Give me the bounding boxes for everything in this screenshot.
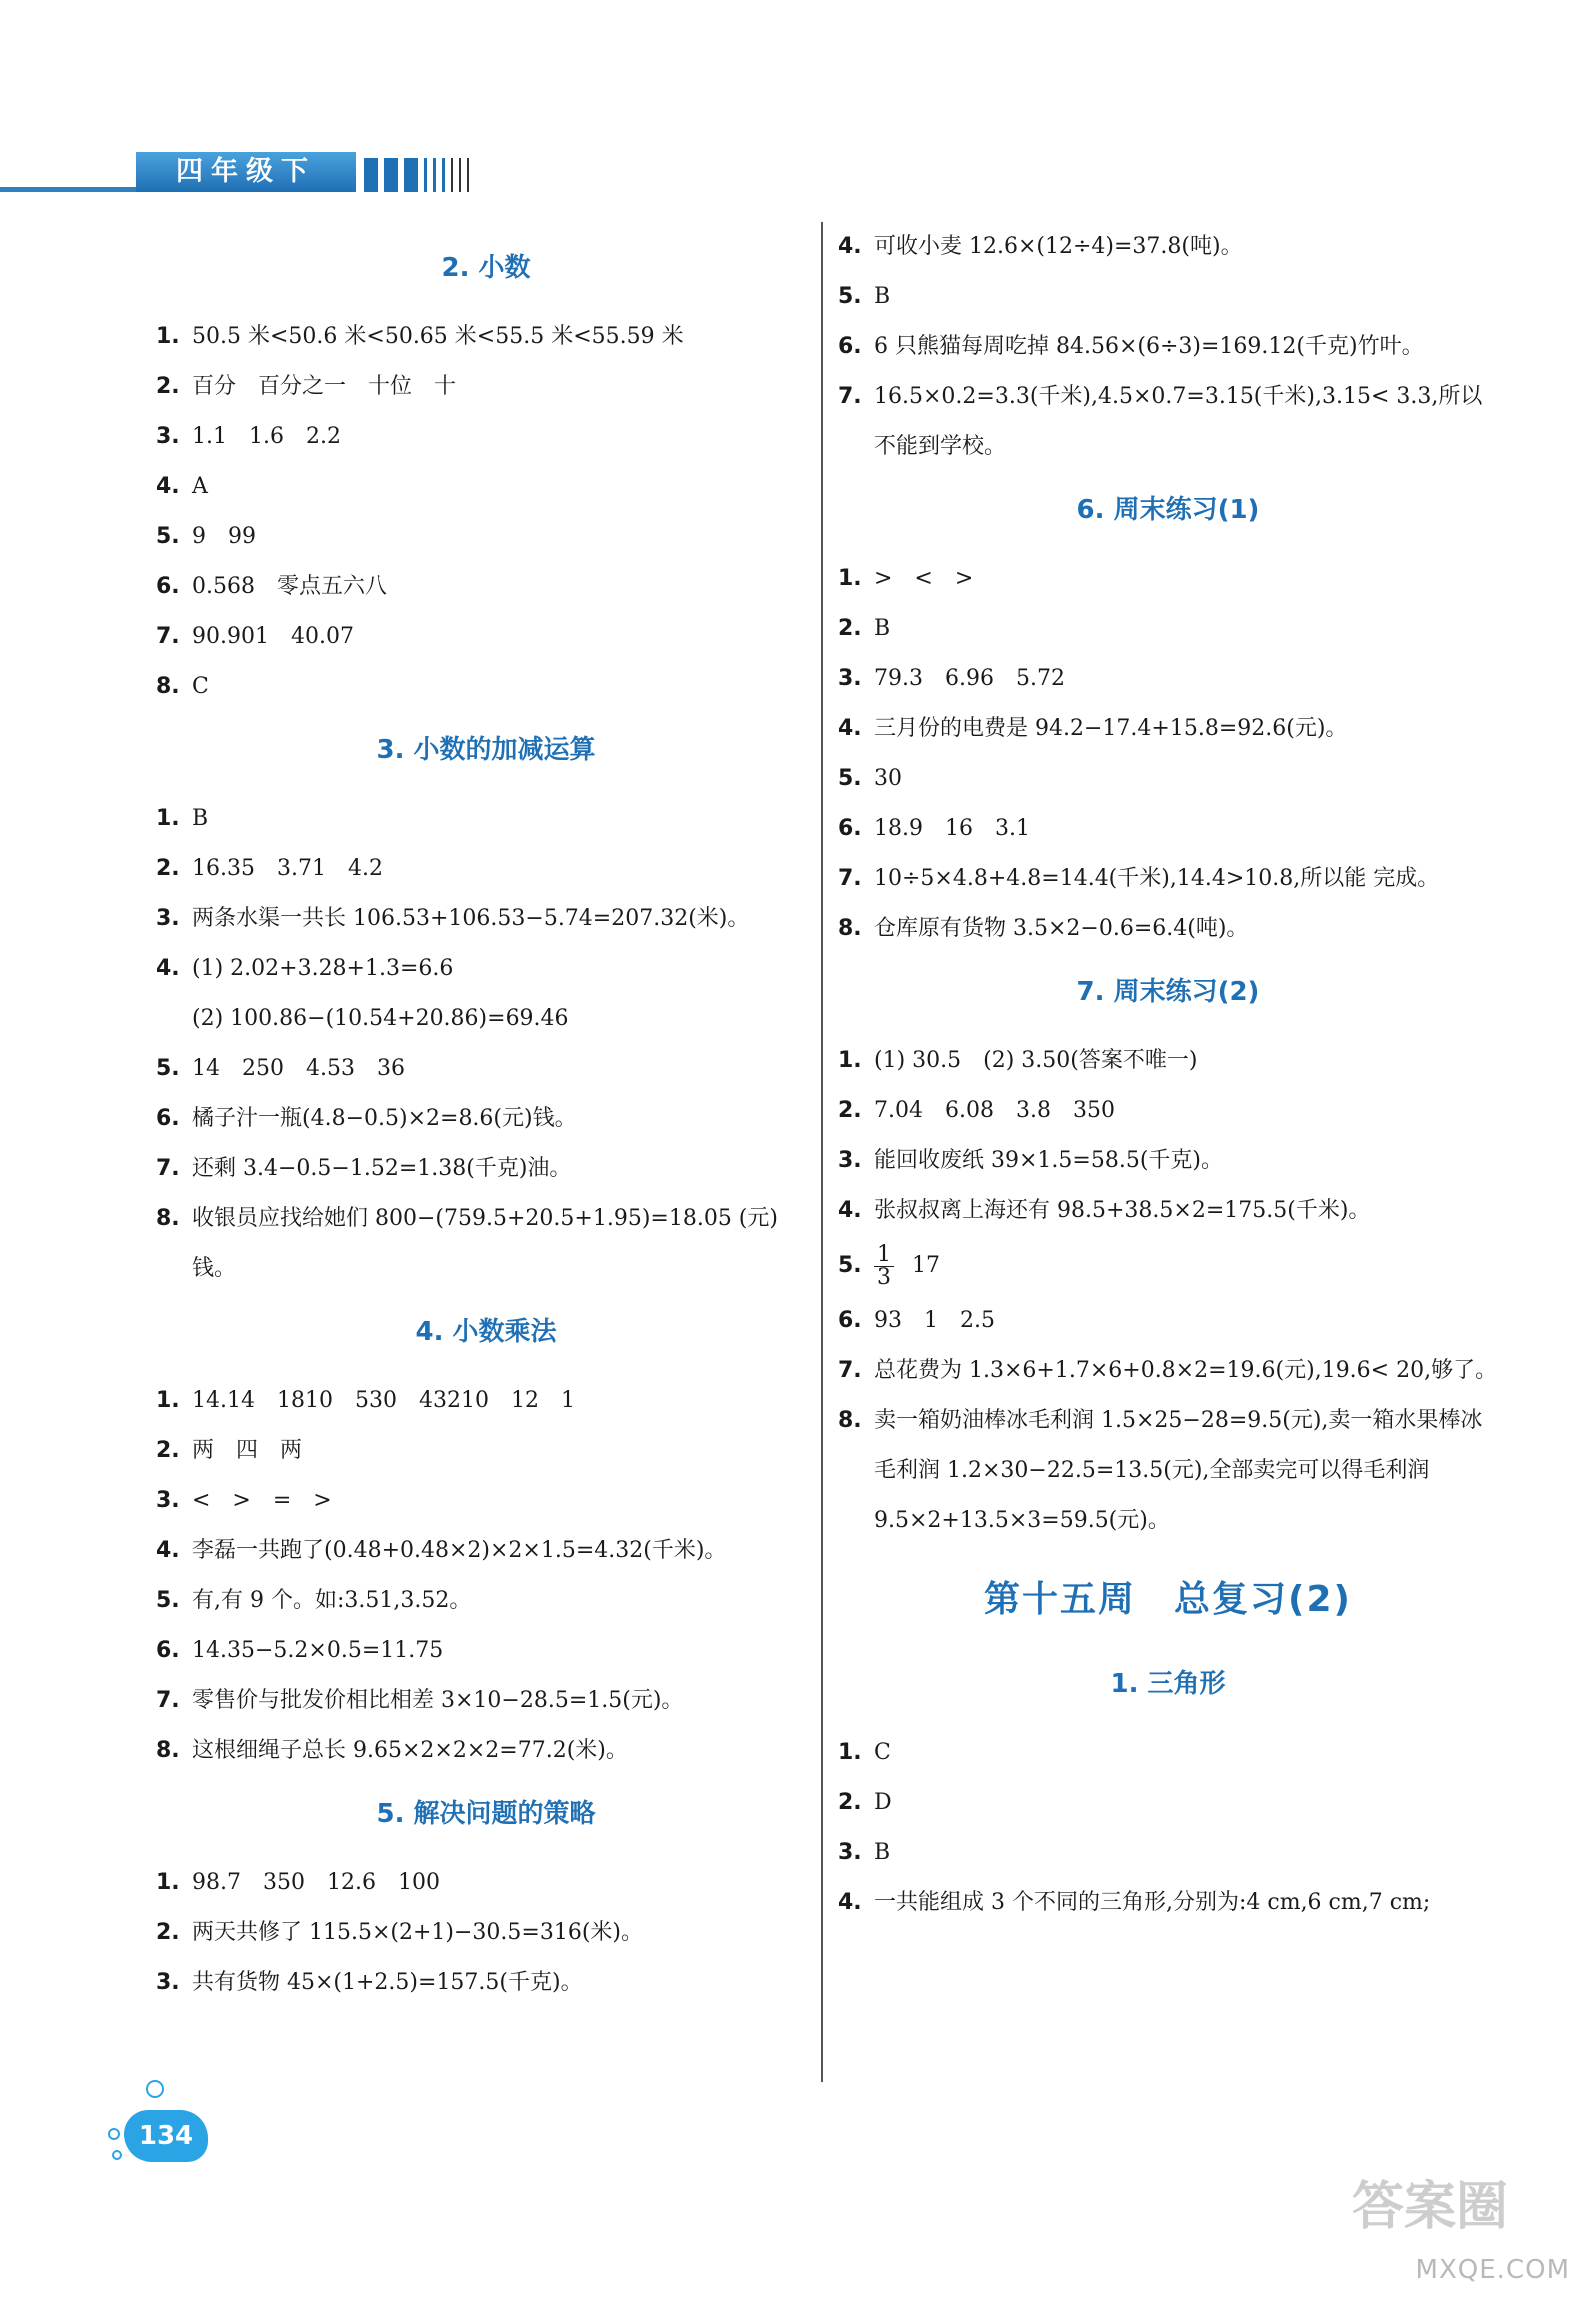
fraction-numerator: 1 xyxy=(874,1244,894,1267)
item-number: 2. xyxy=(156,1438,180,1463)
item-text: B xyxy=(874,616,891,641)
answer-item xyxy=(838,654,1498,704)
item-text: 1.1 1.6 2.2 xyxy=(192,424,341,449)
item-text: 50.5 米<50.6 米<50.65 米<55.5 米<55.59 米 xyxy=(192,324,684,349)
item-number: 7. xyxy=(156,1156,180,1181)
item-number: 5. xyxy=(838,766,862,791)
item-number: 5. xyxy=(838,284,862,309)
answer-item xyxy=(838,904,1498,954)
item-text: 收银员应找给她们 800−(759.5+20.5+1.95)=18.05 (元)钱。 xyxy=(192,1206,778,1281)
answer-item xyxy=(838,804,1498,854)
item-subline: (2) 100.86−(10.54+20.86)=69.46 xyxy=(192,1006,569,1031)
item-text: (1) 30.5 (2) 3.50(答案不唯一) xyxy=(874,1048,1198,1073)
fraction xyxy=(874,1241,894,1290)
item-number: 8. xyxy=(156,1738,180,1763)
answer-item xyxy=(156,362,816,412)
answer-item xyxy=(156,1676,816,1726)
answer-item xyxy=(838,1728,1498,1778)
item-number: 8. xyxy=(156,674,180,699)
answer-item xyxy=(156,894,816,944)
answer-item xyxy=(838,1136,1498,1186)
item-number: 6. xyxy=(156,574,180,599)
item-number: 3. xyxy=(156,424,180,449)
answer-item xyxy=(838,1346,1498,1396)
item-text: 6 只熊猫每周吃掉 84.56×(6÷3)=169.12(千克)竹叶。 xyxy=(874,334,1424,359)
section-title: 7. 周末练习(2) xyxy=(1076,977,1260,1007)
item-number: 2. xyxy=(838,1790,862,1815)
section-title: 2. 小数 xyxy=(441,253,531,283)
item-text: B xyxy=(874,1840,891,1865)
answer-item xyxy=(156,1576,816,1626)
answer-item xyxy=(838,704,1498,754)
item-text: 9 99 xyxy=(192,524,256,549)
item-number: 2. xyxy=(156,1920,180,1945)
grade-banner: 四年级下 xyxy=(136,152,356,192)
item-value: 17 xyxy=(912,1253,940,1278)
item-text: 14.35−5.2×0.5=11.75 xyxy=(192,1638,444,1663)
item-number: 1. xyxy=(156,1870,180,1895)
item-text: 0.568 零点五六八 xyxy=(192,574,387,599)
item-number: 7. xyxy=(156,624,180,649)
answer-item xyxy=(156,1908,816,1958)
item-number: 3. xyxy=(156,906,180,931)
answer-item xyxy=(838,322,1498,372)
item-text: 可收小麦 12.6×(12÷4)=37.8(吨)。 xyxy=(874,234,1243,259)
section-title: 5. 解决问题的策略 xyxy=(376,1799,596,1829)
item-text: 一共能组成 3 个不同的三角形,分别为:4 cm,6 cm,7 cm; xyxy=(874,1890,1431,1915)
answer-item xyxy=(156,794,816,844)
answer-item xyxy=(838,372,1498,472)
answer-item xyxy=(838,1036,1498,1086)
bubble-decoration xyxy=(112,2150,122,2160)
item-number: 4. xyxy=(838,234,862,259)
right-column xyxy=(838,222,1498,1928)
answer-item xyxy=(156,1726,816,1776)
answer-item xyxy=(838,1778,1498,1828)
item-number: 6. xyxy=(838,1308,862,1333)
answer-item xyxy=(838,604,1498,654)
item-number: 2. xyxy=(838,616,862,641)
section-title: 1. 三角形 xyxy=(1110,1669,1226,1699)
item-text: 还剩 3.4−0.5−1.52=1.38(千克)油。 xyxy=(192,1156,572,1181)
header-decoration xyxy=(364,158,469,192)
item-text: 共有货物 45×(1+2.5)=157.5(千克)。 xyxy=(192,1970,583,1995)
left-column xyxy=(156,230,816,2008)
answer-item xyxy=(838,754,1498,804)
item-number: 4. xyxy=(156,1538,180,1563)
item-number: 8. xyxy=(838,916,862,941)
item-number: 3. xyxy=(156,1488,180,1513)
answer-item xyxy=(838,1186,1498,1236)
answer-item xyxy=(156,844,816,894)
column-divider xyxy=(821,222,823,2082)
item-number: 5. xyxy=(156,524,180,549)
section-title: 3. 小数的加减运算 xyxy=(376,735,596,765)
answer-item xyxy=(156,312,816,362)
item-number: 5. xyxy=(156,1056,180,1081)
item-text: 79.3 6.96 5.72 xyxy=(874,666,1065,691)
item-number: 3. xyxy=(156,1970,180,1995)
item-number: 8. xyxy=(156,1206,180,1231)
section xyxy=(838,1658,1498,1928)
item-number: 6. xyxy=(156,1106,180,1131)
item-number: 5. xyxy=(838,1253,862,1278)
section xyxy=(838,484,1498,954)
item-text: 这根细绳子总长 9.65×2×2×2=77.2(米)。 xyxy=(192,1738,628,1763)
item-number: 3. xyxy=(838,1148,862,1173)
answer-item xyxy=(156,1044,816,1094)
answer-item xyxy=(838,554,1498,604)
answer-item xyxy=(156,1426,816,1476)
section xyxy=(156,1788,816,2008)
item-number: 3. xyxy=(838,666,862,691)
answer-item xyxy=(156,1476,816,1526)
answer-item xyxy=(156,562,816,612)
item-number: 1. xyxy=(838,1740,862,1765)
answer-item xyxy=(156,662,816,712)
answer-item xyxy=(156,412,816,462)
answer-item xyxy=(156,1958,816,2008)
item-number: 2. xyxy=(156,374,180,399)
section-title: 6. 周末练习(1) xyxy=(1076,495,1260,525)
answer-item xyxy=(156,1526,816,1576)
page-number: 134 xyxy=(124,2110,208,2162)
answer-item xyxy=(156,1144,816,1194)
item-text: 90.901 40.07 xyxy=(192,624,354,649)
item-text: 14.14 1810 530 43210 12 1 xyxy=(192,1388,575,1413)
item-number: 1. xyxy=(156,324,180,349)
item-text: 两 四 两 xyxy=(192,1438,303,1463)
watermark-logo: 答案圈 xyxy=(1351,2177,1508,2237)
item-text: 30 xyxy=(874,766,902,791)
item-text: < > = > xyxy=(192,1488,332,1513)
answer-item xyxy=(838,222,1498,272)
item-text: (1) 2.02+3.28+1.3=6.6 xyxy=(192,956,454,981)
item-number: 7. xyxy=(838,866,862,891)
item-text: 16.5×0.2=3.3(千米),4.5×0.7=3.15(千米),3.15< 3.3,所以不能到学校。 xyxy=(874,384,1483,459)
answer-item xyxy=(156,1194,816,1294)
answer-item xyxy=(838,1828,1498,1878)
item-number: 4. xyxy=(156,956,180,981)
section xyxy=(156,724,816,1294)
item-number: 4. xyxy=(838,716,862,741)
item-text: 仓库原有货物 3.5×2−0.6=6.4(吨)。 xyxy=(874,916,1249,941)
watermark-text: MXQE.COM xyxy=(1415,2255,1570,2285)
bubble-decoration xyxy=(108,2128,120,2140)
week-title: 第十五周 总复习(2) xyxy=(984,1579,1352,1620)
item-number: 7. xyxy=(156,1688,180,1713)
item-text: 14 250 4.53 36 xyxy=(192,1056,405,1081)
section xyxy=(156,1306,816,1776)
item-number: 8. xyxy=(838,1408,862,1433)
item-number: 2. xyxy=(838,1098,862,1123)
item-number: 4. xyxy=(156,474,180,499)
item-text: 7.04 6.08 3.8 350 xyxy=(874,1098,1115,1123)
item-text: C xyxy=(192,674,209,699)
item-text: 18.9 16 3.1 xyxy=(874,816,1030,841)
item-text xyxy=(874,1236,1498,1296)
item-text: 有,有 9 个。如:3.51,3.52。 xyxy=(192,1588,472,1613)
bubble-decoration xyxy=(146,2080,164,2098)
item-text: D xyxy=(874,1790,892,1815)
fraction-denominator: 3 xyxy=(877,1264,891,1290)
section-title: 4. 小数乘法 xyxy=(415,1317,557,1347)
item-number: 2. xyxy=(156,856,180,881)
item-number: 1. xyxy=(838,566,862,591)
answer-item xyxy=(156,462,816,512)
item-text: A xyxy=(192,474,208,499)
answer-item xyxy=(838,1878,1498,1928)
item-number: 1. xyxy=(838,1048,862,1073)
item-number: 6. xyxy=(838,334,862,359)
item-number: 7. xyxy=(838,384,862,409)
item-number: 1. xyxy=(156,806,180,831)
item-number: 7. xyxy=(838,1358,862,1383)
item-text: 93 1 2.5 xyxy=(874,1308,995,1333)
item-text: 总花费为 1.3×6+1.7×6+0.8×2=19.6(元),19.6< 20,够了。 xyxy=(874,1358,1498,1383)
item-text: B xyxy=(874,284,891,309)
item-text: 百分 百分之一 十位 十 xyxy=(192,374,457,399)
item-text: 98.7 350 12.6 100 xyxy=(192,1870,440,1895)
item-text: 卖一箱奶油棒冰毛利润 1.5×25−28=9.5(元),卖一箱水果棒冰毛利润 1.2×30−22.5=13.5(元),全部卖完可以得毛利润 9.5×2+13.5×3=59.5(元)。 xyxy=(874,1408,1483,1533)
answer-item xyxy=(838,1086,1498,1136)
section xyxy=(838,966,1498,1546)
item-number: 4. xyxy=(838,1198,862,1223)
answer-item xyxy=(838,1296,1498,1346)
item-text: 张叔叔离上海还有 98.5+38.5×2=175.5(千米)。 xyxy=(874,1198,1371,1223)
item-text: 10÷5×4.8+4.8=14.4(千米),14.4>10.8,所以能 完成。 xyxy=(874,866,1440,891)
item-text: 三月份的电费是 94.2−17.4+15.8=92.6(元)。 xyxy=(874,716,1348,741)
answer-item xyxy=(156,944,816,994)
answer-item xyxy=(838,1236,1498,1296)
answer-item xyxy=(156,512,816,562)
section xyxy=(156,242,816,712)
answer-item xyxy=(156,1376,816,1426)
item-text: 能回收废纸 39×1.5=58.5(千克)。 xyxy=(874,1148,1223,1173)
item-text: 两天共修了 115.5×(2+1)−30.5=316(米)。 xyxy=(192,1920,644,1945)
item-text: 16.35 3.71 4.2 xyxy=(192,856,383,881)
item-text: 李磊一共跑了(0.48+0.48×2)×2×1.5=4.32(千米)。 xyxy=(192,1538,727,1563)
answer-item xyxy=(838,1396,1498,1546)
item-text: C xyxy=(874,1740,891,1765)
answer-item xyxy=(838,272,1498,322)
answer-item xyxy=(156,612,816,662)
answer-item xyxy=(156,1094,816,1144)
answer-item xyxy=(838,854,1498,904)
item-number: 1. xyxy=(156,1388,180,1413)
item-number: 5. xyxy=(156,1588,180,1613)
item-text: 零售价与批发价相比相差 3×10−28.5=1.5(元)。 xyxy=(192,1688,684,1713)
answer-item xyxy=(156,1858,816,1908)
answer-item xyxy=(156,1626,816,1676)
item-text: > < > xyxy=(874,566,974,591)
item-number: 4. xyxy=(838,1890,862,1915)
item-number: 6. xyxy=(838,816,862,841)
item-number: 6. xyxy=(156,1638,180,1663)
item-text: 橘子汁一瓶(4.8−0.5)×2=8.6(元)钱。 xyxy=(192,1106,577,1131)
item-text: B xyxy=(192,806,209,831)
item-text: 两条水渠一共长 106.53+106.53−5.74=207.32(米)。 xyxy=(192,906,750,931)
item-number: 3. xyxy=(838,1840,862,1865)
